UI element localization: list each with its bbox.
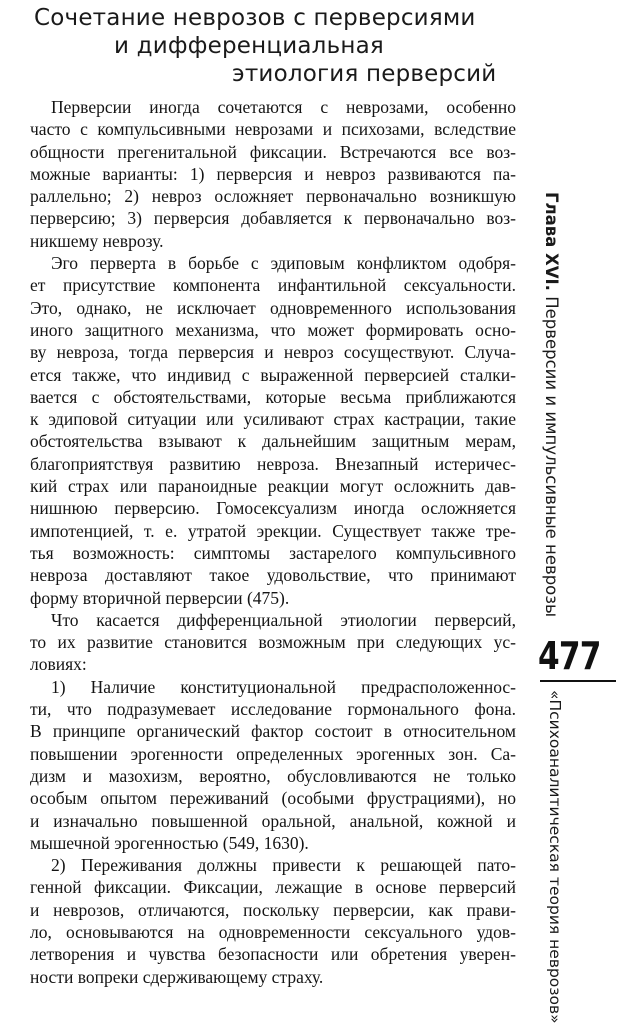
paragraph bbox=[30, 676, 516, 854]
heading-line-1: Сочетание неврозов с перверсиями bbox=[34, 5, 476, 31]
text-line: особым опытом переживаний (особыми фрустрациями), но bbox=[30, 788, 516, 809]
chapter-label: Глава XVI. bbox=[542, 192, 561, 291]
text-line: ло, основываются на одновременности сексуального удов- bbox=[30, 921, 516, 942]
text-line: Перверсии иногда сочетаются с неврозами, особенно bbox=[51, 97, 516, 117]
text-line: 2) Переживания должны привести к решающей пато- bbox=[51, 855, 516, 876]
text-line: ности вопреки сдерживающему страху. bbox=[30, 966, 324, 987]
text-line: благоприятствуя развитию невроза. Внезапный истеричес- bbox=[30, 453, 516, 474]
text-line: мышечной эрогенностью (549, 1630). bbox=[30, 832, 309, 853]
text-line: часто с компульсивными неврозами и психозами, вследствие bbox=[30, 119, 516, 140]
text-line: Это, однако, не исключает одновременного использования bbox=[30, 297, 516, 318]
text-line: вается с обстоятельствами, которые весьма приближаются bbox=[30, 386, 516, 407]
chapter-title: Перверсии и импульсивные неврозы bbox=[542, 296, 561, 618]
paragraph bbox=[30, 96, 516, 252]
heading-line-2: и дифференциальная bbox=[114, 33, 384, 59]
series-title: «Психоаналитическая теория неврозов» bbox=[546, 690, 564, 1024]
text-line: перверсию; 3) перверсия добавляется к первоначально воз- bbox=[30, 208, 516, 229]
text-line: ется также, что индивид с выраженной перверсией сталки- bbox=[30, 364, 516, 385]
text-line: общности прегенитальной фиксации. Встречаются все воз- bbox=[30, 141, 516, 162]
text-line: ловиях: bbox=[30, 654, 87, 675]
text-line: Что касается дифференциальной этиологии перверсий, bbox=[51, 609, 516, 630]
text-line: обстоятельства взывают к дальнейшим защитным мерам, bbox=[30, 431, 516, 452]
paragraph bbox=[30, 609, 516, 676]
text-line: и неврозов, отличаются, поскольку перверсии, как прави- bbox=[30, 899, 516, 920]
text-line: В принципе органический фактор состоит в относительном bbox=[30, 721, 516, 742]
page-number: 477 bbox=[538, 634, 601, 678]
running-header-chapter bbox=[535, 192, 567, 618]
text-line: ти, что подразумевает исследование гормонального фона. bbox=[30, 699, 516, 720]
text-line: генной фиксации. Фиксации, лежащие в основе перверсий bbox=[30, 877, 516, 898]
text-line: невроза доставляют такое удовольствие, что принимают bbox=[30, 565, 516, 586]
text-line: 1) Наличие конституциональной предрасположеннос- bbox=[51, 676, 516, 697]
text-line: нишнюю перверсию. Гомосексуализм иногда осложняется bbox=[30, 498, 516, 519]
text-line: иного защитного механизма, что может формировать осно- bbox=[30, 319, 516, 340]
body-text bbox=[30, 96, 516, 988]
text-line: повышении эрогенности определенных эрогенных зон. Са- bbox=[30, 743, 516, 764]
page-number-rule bbox=[540, 680, 616, 682]
text-line: дизм и мазохизм, вероятно, обусловливаются не только bbox=[30, 765, 516, 786]
text-line: импотенцией, т. е. утратой эрекции. Существует также тре- bbox=[30, 520, 516, 541]
text-line: то их развитие становится возможным при следующих ус- bbox=[30, 632, 516, 653]
text-line: к эдиповой ситуации или усиливают страх кастрации, такие bbox=[30, 409, 516, 430]
heading-line-3: этиология перверсий bbox=[232, 61, 497, 87]
text-line: и изначально повышенной оральной, анальной, кожной и bbox=[30, 810, 516, 831]
text-line: раллельно; 2) невроз осложняет первоначально возникшую bbox=[30, 186, 516, 207]
text-line: Эго перверта в борьбе с эдиповым конфликтом одобря- bbox=[51, 253, 516, 274]
section-heading bbox=[34, 4, 497, 88]
paragraph bbox=[30, 854, 516, 988]
text-line: летворения и чувства безопасности или обретения уверен- bbox=[30, 944, 516, 965]
text-line: никшему неврозу. bbox=[30, 230, 164, 251]
text-line: форму вторичной перверсии (475). bbox=[30, 587, 290, 608]
text-line: кий страх или параноидные реакции могут осложнить дав- bbox=[30, 476, 516, 497]
text-line: тья возможность: симптомы застарелого компульсивного bbox=[30, 542, 516, 563]
paragraph bbox=[30, 252, 516, 609]
text-line: ет присутствие компонента инфантильной сексуальности. bbox=[30, 275, 516, 296]
running-footer-series bbox=[539, 690, 571, 1024]
text-line: можные варианты: 1) перверсия и невроз развиваются па- bbox=[30, 163, 516, 184]
text-line: ву невроза, тогда перверсия и невроз сосуществуют. Случа- bbox=[30, 342, 516, 363]
